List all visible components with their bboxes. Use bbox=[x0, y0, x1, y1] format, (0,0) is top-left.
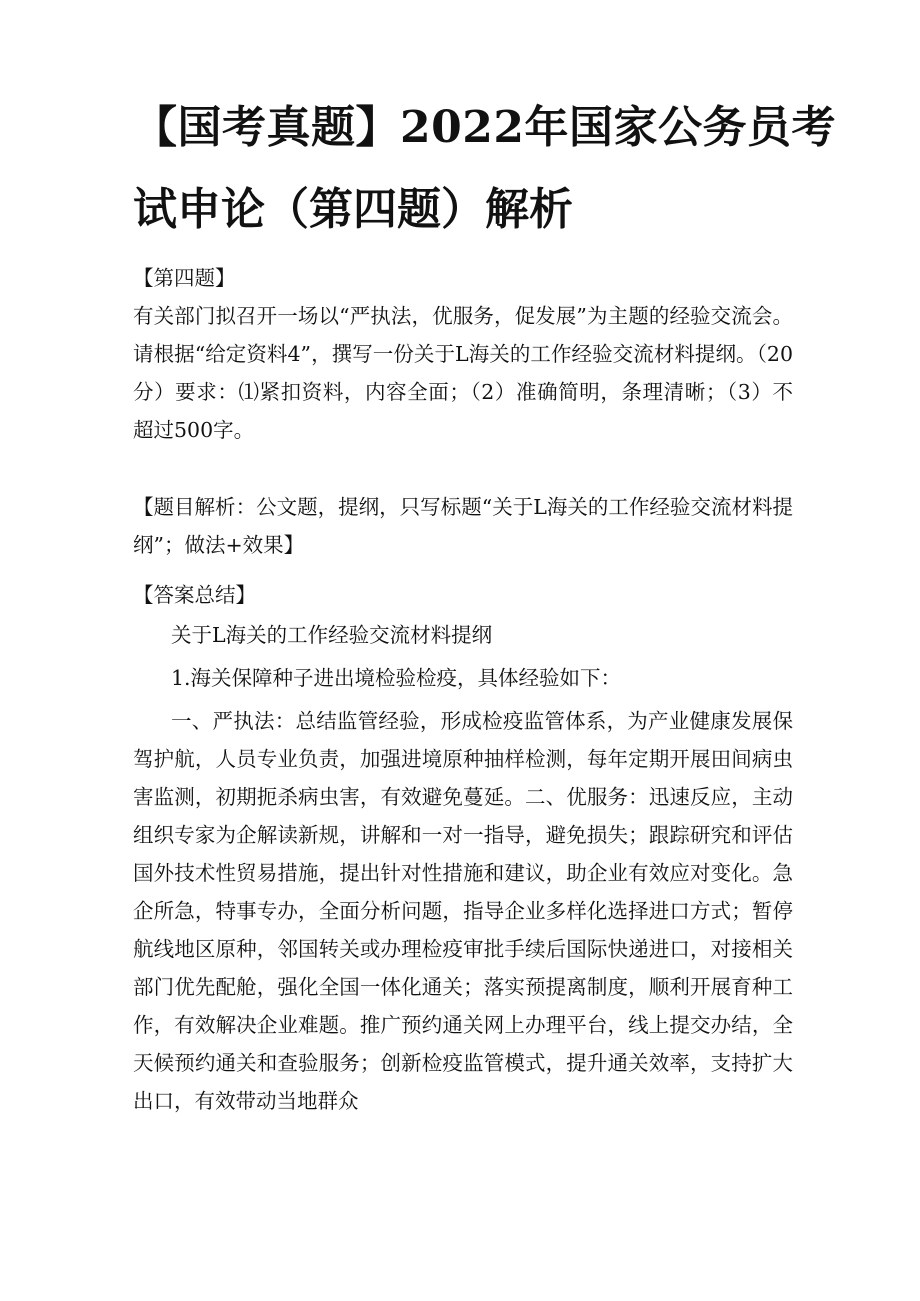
question-text: 有关部门拟召开一场以“严执法，优服务，促发展”为主题的经验交流会。请根据“给定资料4”，撰写一份关于L海关的工作经验交流材料提纲。（20分）要求：⑴紧扣资料，内容全面；（2）准确简明，条理清晰；（3）不超过500字。 bbox=[133, 304, 793, 442]
document-title-line-1: 【国考真题】2022年国家公务员考 bbox=[133, 102, 836, 153]
answer-title: 关于L海关的工作经验交流材料提纲 bbox=[171, 623, 493, 647]
answer-label: 【答案总结】 bbox=[133, 583, 256, 607]
analysis-text: 【题目解析：公文题，提纲，只写标题“关于L海关的工作经验交流材料提纲”；做法+效果】 bbox=[133, 495, 793, 557]
answer-body: 一、严执法：总结监管经验，形成检疫监管体系，为产业健康发展保驾护航，人员专业负责，加强进境原种抽样检测，每年定期开展田间病虫害监测，初期扼杀病虫害，有效避免蔓延。二、优服务：迅速反应，主动组织专家为企解读新规，讲解和一对一指导，避免损失；跟踪研究和评估国外技术性贸易措施，提出针对性措施和建议，助企业有效应对变化。急企所急，特事专办，全面分析问题，指导企业多样化选择进口方式；暂停航线地区原种，邻国转关或办理检疫审批手续后国际快递进口，对接相关部门优先配舱，强化全国一体化通关；落实预提离制度，顺利开展育种工作，有效解决企业难题。推广预约通关网上办理平台，线上提交办结，全天候预约通关和查验服务；创新检疫监管模式，提升通关效率，支持扩大出口，有效带动当地群众 bbox=[133, 709, 793, 1113]
answer-point-1: 1.海关保障种子进出境检验检疫，具体经验如下： bbox=[171, 666, 622, 690]
document-title-line-2: 试申论（第四题）解析 bbox=[133, 184, 573, 235]
question-label: 【第四题】 bbox=[133, 266, 236, 290]
